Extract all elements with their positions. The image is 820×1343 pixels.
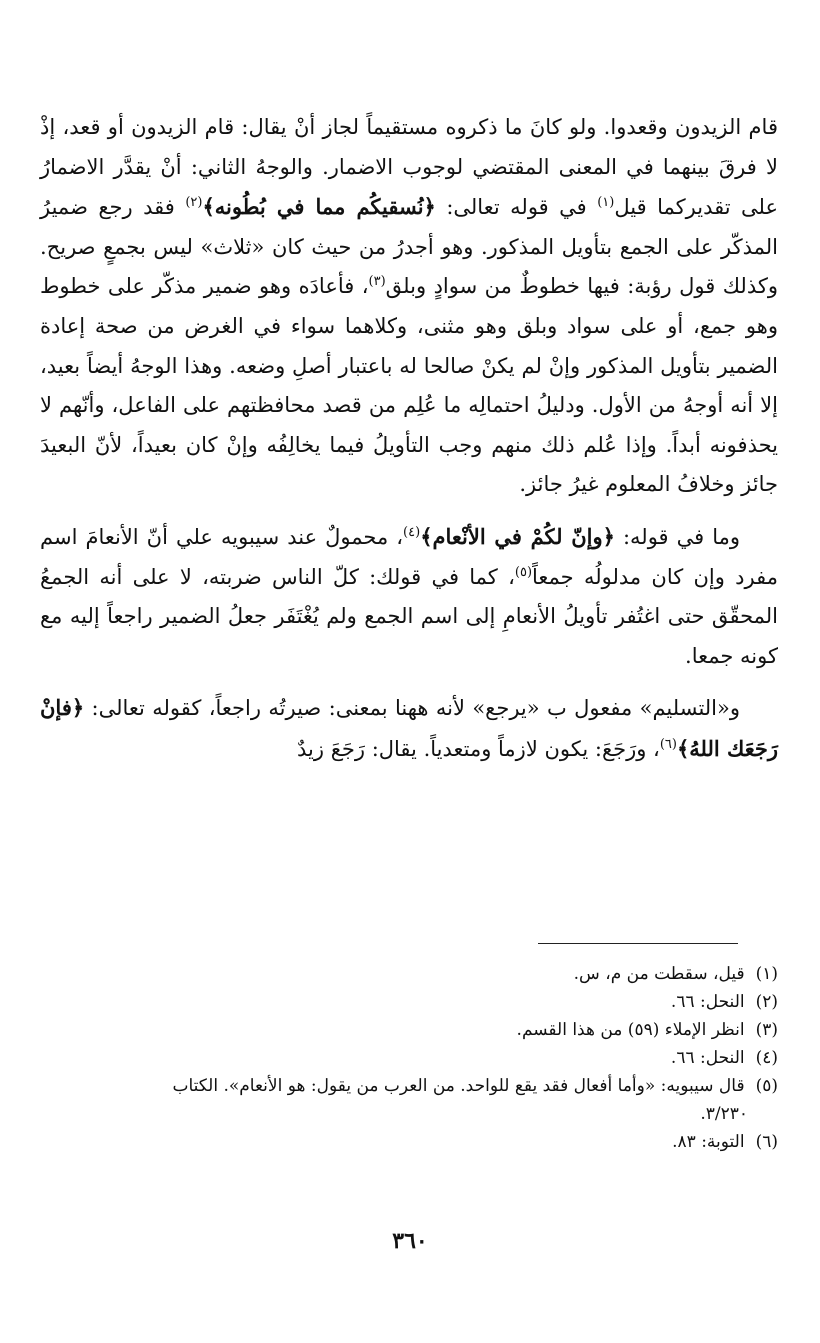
footnote-continuation: ٣/٢٣٠. [700, 1104, 748, 1124]
footnote [40, 960, 778, 988]
body-paragraph [40, 688, 778, 769]
footnote-number: (٥) [755, 1076, 778, 1096]
footnote-text: انظر الإملاء (٥٩) من هذا القسم. [516, 1020, 745, 1040]
text-segment: قام الزيدون وقعدوا. ولو كانَ ما ذكروه مستقيماً لجاز أنْ يقال: قام الزيدون أو قعد، إذْ لا فرقَ بينهما في المعنى المقتضي لوجوب الاضمار. والوجهُ الثاني: أنْ يقدَّر الاضمارُ على تقديركما قيل [40, 115, 779, 220]
text-segment: وما في قوله: [614, 524, 740, 549]
quran-quote: ﴿وإنّ لكُمْ في الأنْعام﴾ [420, 523, 615, 549]
footnote-text: النحل: ٦٦. [670, 1048, 745, 1068]
footnote-reference: (٢) [185, 195, 203, 211]
page-number: ٣٦٠ [392, 1228, 428, 1254]
footnote [40, 1016, 778, 1044]
footnotes-section [40, 960, 778, 1156]
quran-quote: ﴿نُسقيكُم مما في بُطُونه﴾ [202, 194, 436, 220]
footnote-number: (٤) [755, 1048, 778, 1068]
footnote-reference: (٥) [514, 564, 533, 580]
footnote-number: (٦) [755, 1132, 778, 1152]
footnote-number: (٢) [755, 992, 778, 1012]
footnote [40, 1044, 778, 1072]
footnote-number: (٣) [755, 1020, 778, 1040]
footnote-text: قال سيبويه: «وأما أفعال فقد يقع للواحد. من العرب من يقول: هو الأنعام». الكتاب [172, 1076, 745, 1096]
footnote-text: قيل، سقطت من م، س. [573, 964, 745, 984]
body-paragraph [40, 517, 778, 676]
text-segment: ، ورَجَعَ: يكون لازماً ومتعدياً. يقال: رَجَعَ زيدٌ [297, 736, 660, 761]
footnote [40, 1128, 778, 1156]
footnote-divider [538, 943, 738, 944]
footnote-reference: (٣) [368, 274, 386, 290]
text-segment: و«التسليم» مفعول ب «يرجع» لأنه ههنا بمعنى: صيرتُه راجعاً، كقوله تعالى: [84, 696, 740, 721]
body-paragraph [40, 108, 778, 505]
text-segment: فقد رجع ضميرُ المذكّر على الجمع بتأويل المذكور. وهو أجدرُ من حيث كان «ثلاث» ليس بجمعٍ صريح. وكذلك قول رؤبة: فيها خطوطٌ من سوادٍ وبلق [40, 195, 778, 299]
footnote [40, 988, 778, 1016]
footnote-text: التوبة: ٨٣. [672, 1132, 745, 1152]
footnote-reference: (١) [597, 195, 615, 211]
text-segment: ، محمولٌ عند سيبويه علي أنّ الأنعامَ اسم مفرد وإن كان مدلولُه جمعاً [40, 524, 778, 589]
text-segment: ، كما في قولك: كلّ الناس ضربته، لا على أنه الجمعُ المحقّق حتى اغتُفر تأويلُ الأنعامِ إلى اسم الجمع ولم يُغْتَفَر جعلُ الضمير راجعاً إليه مع كونه جمعا. [40, 564, 778, 668]
footnote-number: (١) [755, 964, 778, 984]
footnote [40, 1072, 778, 1100]
main-text-body [40, 108, 778, 770]
text-segment: في قوله تعالى: [435, 195, 598, 220]
text-segment: ، فأعادَه وهو ضمير مذكّر على خطوط وهو جمع، أو على سواد وبلق وهو مثنى، وكلاهما سواء في الغرض من صحة إعادة الضمير بتأويل المذكور وإنْ لم يكنْ صالحا له باعتبار أصلِ وضعه. وهذا الوجهُ أيضاً بعيد، إلا أنه أوجهُ من الأول. ودليلُ احتمالِه ما عُلِم من قصد محافظتهم على الفاعل، وأنّهم لا يحذفونه أبداً. وإذا عُلم ذلك منهم وجب التأويلُ فيما يخالِفُه وإنْ كان بعيداً، لأنّ البعيدَ جائز وخلافُ المعلوم غيرُ جائز. [40, 274, 778, 497]
footnote-reference: (٦) [659, 736, 677, 752]
quran-quote: ﴿فإنْ رَجَعَك اللهُ﴾ [40, 695, 778, 761]
footnote-text: النحل: ٦٦. [670, 992, 745, 1012]
footnote-reference: (٤) [403, 524, 421, 540]
